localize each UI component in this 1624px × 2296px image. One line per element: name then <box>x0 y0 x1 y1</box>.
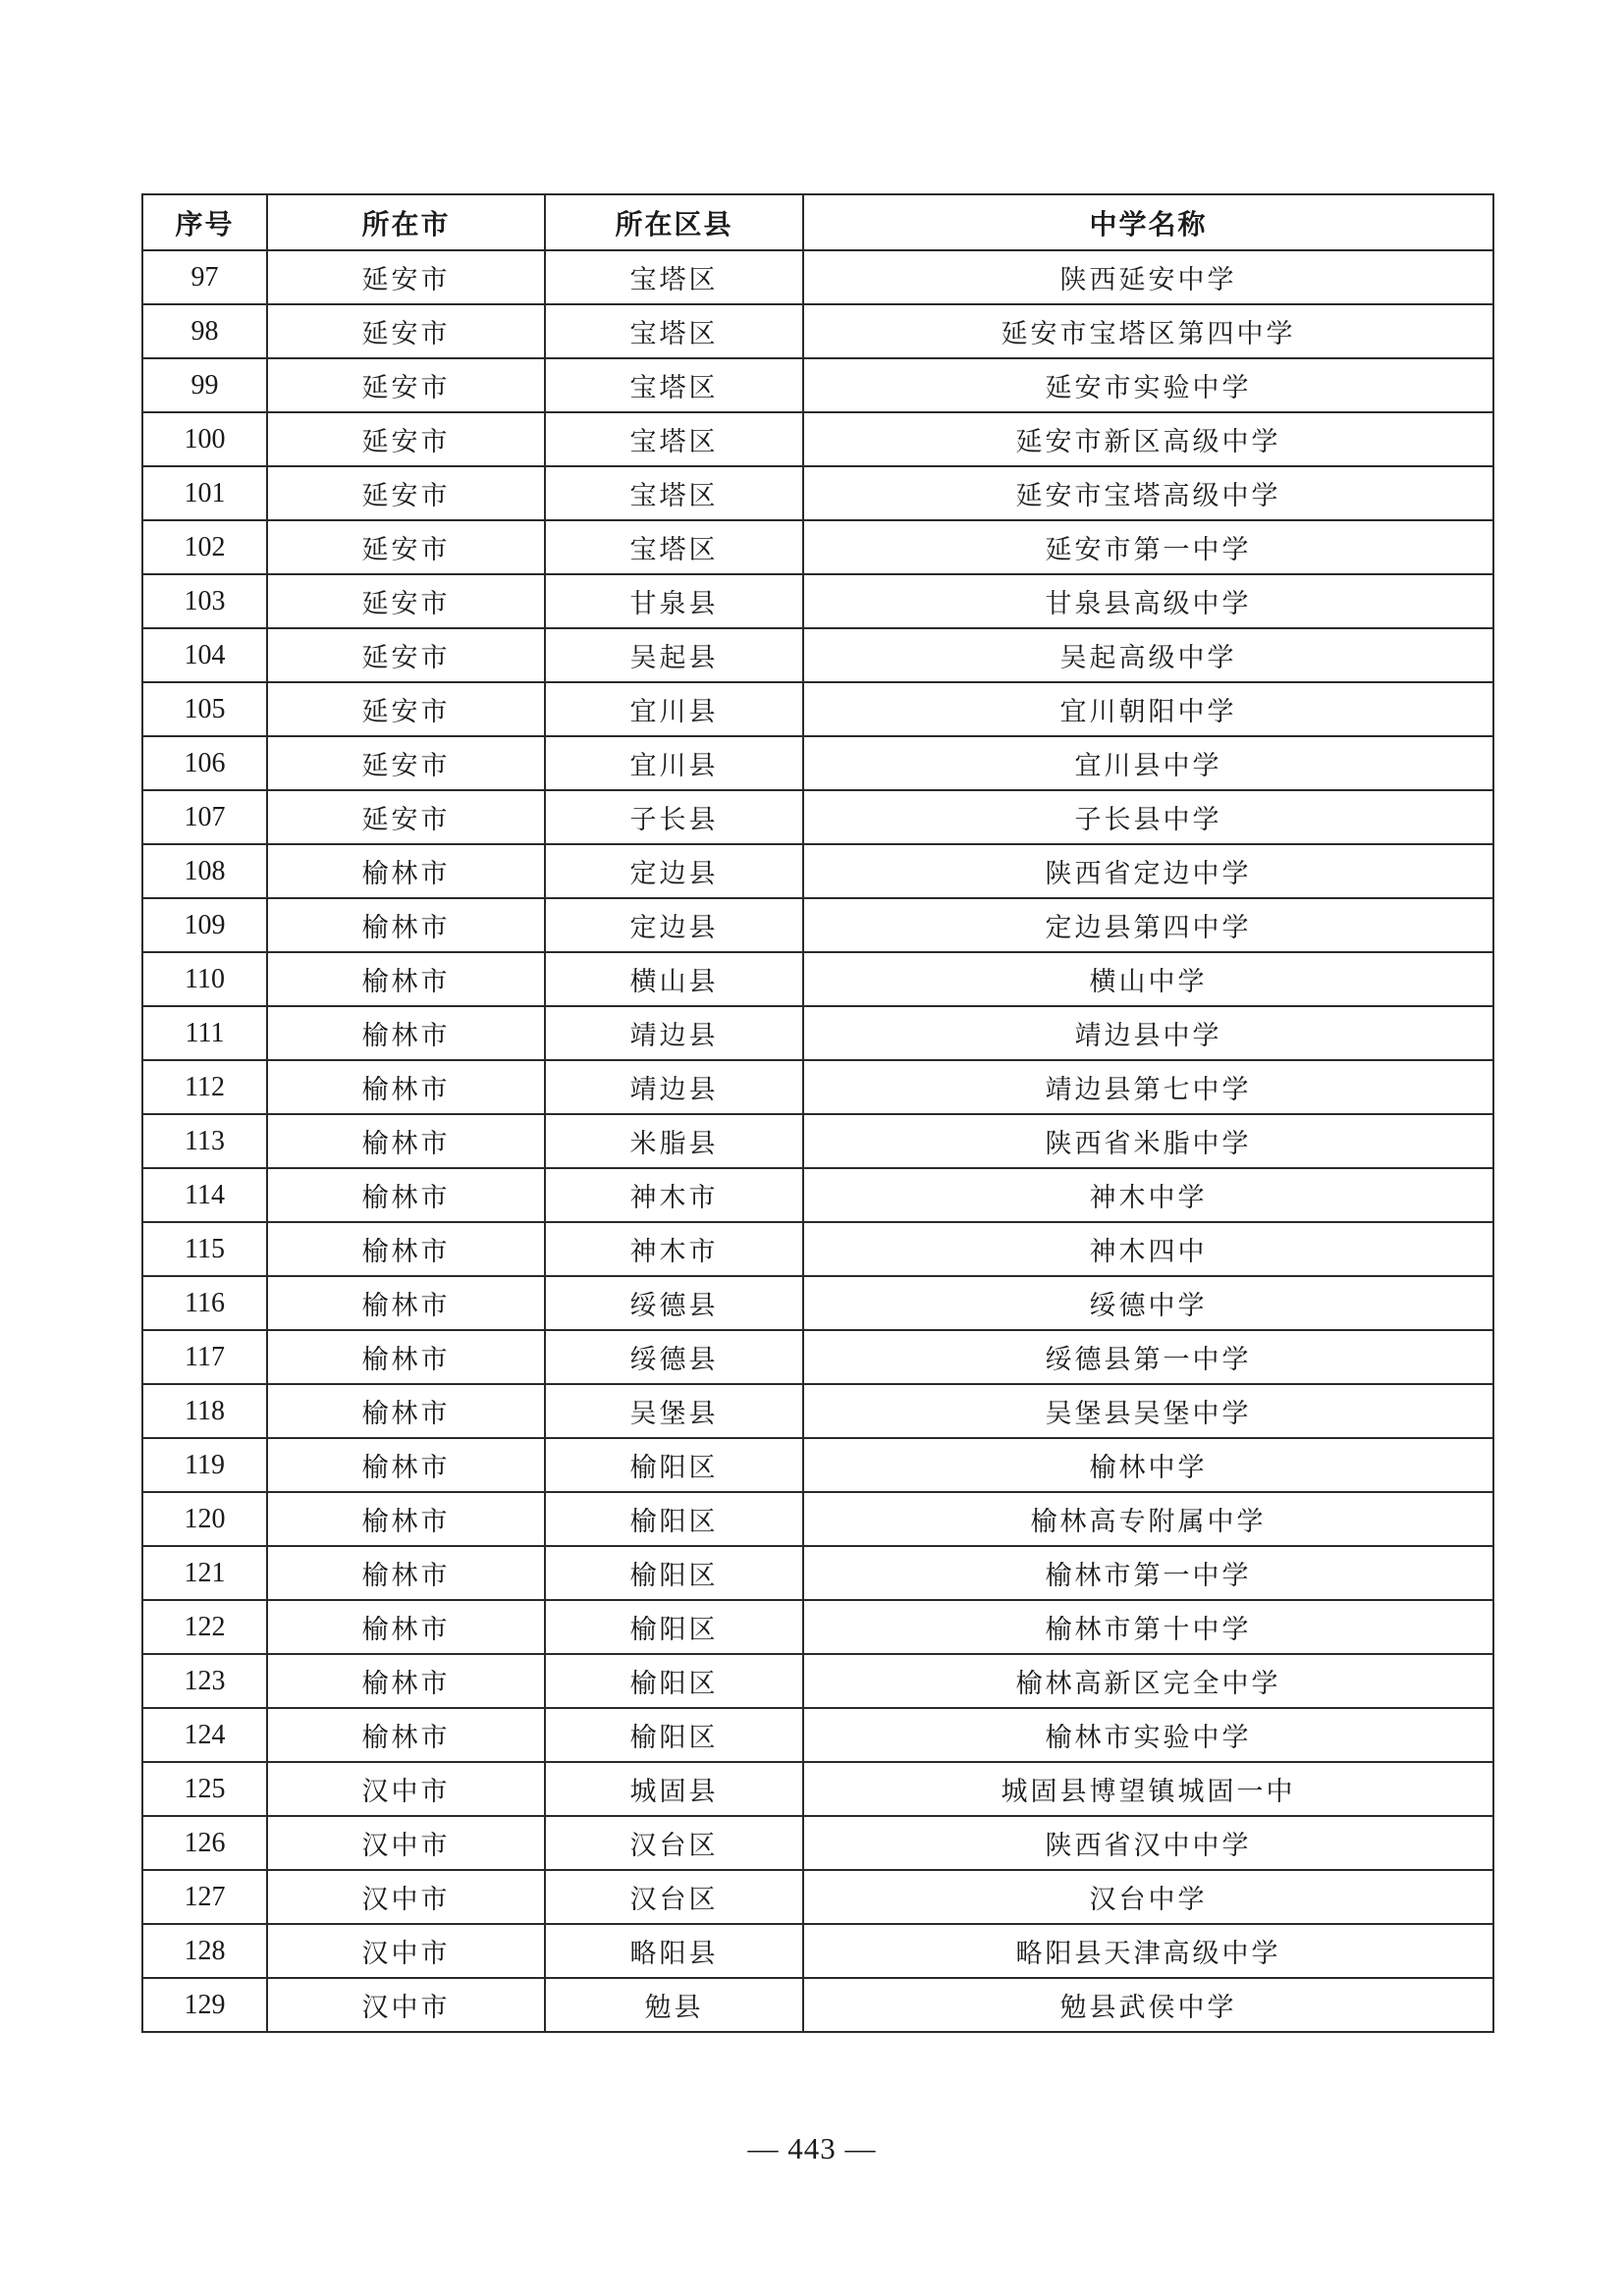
cell-seq: 106 <box>142 736 267 790</box>
table-row <box>142 1978 1493 2032</box>
cell-school-name: 宜川县中学 <box>803 736 1493 790</box>
table-row <box>142 412 1493 466</box>
cell-school-name: 榆林高新区完全中学 <box>803 1654 1493 1708</box>
cell-seq: 125 <box>142 1762 267 1816</box>
cell-city: 延安市 <box>267 250 545 304</box>
cell-school-name: 延安市宝塔区第四中学 <box>803 304 1493 358</box>
cell-school-name: 陕西省定边中学 <box>803 844 1493 898</box>
cell-school-name: 靖边县中学 <box>803 1006 1493 1060</box>
cell-seq: 99 <box>142 358 267 412</box>
table-row <box>142 628 1493 682</box>
cell-city: 延安市 <box>267 520 545 574</box>
cell-district: 吴起县 <box>545 628 803 682</box>
school-list-table <box>141 193 1494 2033</box>
cell-city: 榆林市 <box>267 952 545 1006</box>
table-row <box>142 358 1493 412</box>
cell-city: 榆林市 <box>267 1384 545 1438</box>
header-city: 所在市 <box>267 194 545 250</box>
cell-district: 吴堡县 <box>545 1384 803 1438</box>
cell-district: 绥德县 <box>545 1276 803 1330</box>
cell-city: 榆林市 <box>267 1330 545 1384</box>
table-row <box>142 250 1493 304</box>
cell-city: 汉中市 <box>267 1924 545 1978</box>
cell-school-name: 城固县博望镇城固一中 <box>803 1762 1493 1816</box>
cell-district: 榆阳区 <box>545 1546 803 1600</box>
cell-city: 榆林市 <box>267 1546 545 1600</box>
table-row <box>142 1114 1493 1168</box>
cell-seq: 126 <box>142 1816 267 1870</box>
table-row <box>142 1870 1493 1924</box>
cell-seq: 100 <box>142 412 267 466</box>
cell-seq: 97 <box>142 250 267 304</box>
table-row <box>142 1384 1493 1438</box>
cell-school-name: 勉县武侯中学 <box>803 1978 1493 2032</box>
cell-district: 绥德县 <box>545 1330 803 1384</box>
table-row <box>142 1762 1493 1816</box>
cell-school-name: 绥德县第一中学 <box>803 1330 1493 1384</box>
cell-district: 宝塔区 <box>545 358 803 412</box>
cell-district: 宝塔区 <box>545 250 803 304</box>
cell-seq: 119 <box>142 1438 267 1492</box>
cell-seq: 104 <box>142 628 267 682</box>
cell-school-name: 陕西省汉中中学 <box>803 1816 1493 1870</box>
table-row <box>142 304 1493 358</box>
cell-district: 城固县 <box>545 1762 803 1816</box>
cell-school-name: 榆林中学 <box>803 1438 1493 1492</box>
cell-seq: 117 <box>142 1330 267 1384</box>
cell-seq: 112 <box>142 1060 267 1114</box>
cell-district: 宜川县 <box>545 682 803 736</box>
cell-city: 榆林市 <box>267 1492 545 1546</box>
cell-district: 榆阳区 <box>545 1708 803 1762</box>
cell-seq: 101 <box>142 466 267 520</box>
cell-school-name: 神木四中 <box>803 1222 1493 1276</box>
table-row <box>142 1006 1493 1060</box>
cell-seq: 107 <box>142 790 267 844</box>
cell-city: 延安市 <box>267 736 545 790</box>
cell-district: 米脂县 <box>545 1114 803 1168</box>
cell-school-name: 榆林市第十中学 <box>803 1600 1493 1654</box>
cell-city: 榆林市 <box>267 1600 545 1654</box>
header-school-name: 中学名称 <box>803 194 1493 250</box>
cell-city: 榆林市 <box>267 898 545 952</box>
cell-district: 榆阳区 <box>545 1492 803 1546</box>
cell-city: 延安市 <box>267 358 545 412</box>
cell-district: 勉县 <box>545 1978 803 2032</box>
cell-seq: 109 <box>142 898 267 952</box>
cell-school-name: 延安市实验中学 <box>803 358 1493 412</box>
cell-city: 榆林市 <box>267 1060 545 1114</box>
cell-seq: 128 <box>142 1924 267 1978</box>
cell-district: 神木市 <box>545 1222 803 1276</box>
cell-district: 汉台区 <box>545 1816 803 1870</box>
cell-city: 延安市 <box>267 574 545 628</box>
cell-seq: 121 <box>142 1546 267 1600</box>
cell-city: 延安市 <box>267 412 545 466</box>
cell-school-name: 子长县中学 <box>803 790 1493 844</box>
cell-district: 宝塔区 <box>545 412 803 466</box>
cell-district: 子长县 <box>545 790 803 844</box>
cell-seq: 108 <box>142 844 267 898</box>
table-row <box>142 1060 1493 1114</box>
cell-school-name: 宜川朝阳中学 <box>803 682 1493 736</box>
cell-school-name: 榆林市实验中学 <box>803 1708 1493 1762</box>
cell-seq: 103 <box>142 574 267 628</box>
table-row <box>142 1924 1493 1978</box>
table-row <box>142 1492 1493 1546</box>
cell-school-name: 汉台中学 <box>803 1870 1493 1924</box>
cell-school-name: 吴堡县吴堡中学 <box>803 1384 1493 1438</box>
cell-district: 宝塔区 <box>545 466 803 520</box>
page-number: — 443 — <box>747 2131 877 2165</box>
cell-city: 榆林市 <box>267 1222 545 1276</box>
cell-school-name: 吴起高级中学 <box>803 628 1493 682</box>
table-row <box>142 574 1493 628</box>
cell-city: 延安市 <box>267 790 545 844</box>
cell-city: 榆林市 <box>267 1654 545 1708</box>
cell-school-name: 陕西省米脂中学 <box>803 1114 1493 1168</box>
cell-district: 靖边县 <box>545 1060 803 1114</box>
cell-district: 宝塔区 <box>545 520 803 574</box>
table-header-row <box>142 194 1493 250</box>
cell-city: 延安市 <box>267 628 545 682</box>
cell-school-name: 榆林市第一中学 <box>803 1546 1493 1600</box>
cell-district: 横山县 <box>545 952 803 1006</box>
table-row <box>142 736 1493 790</box>
cell-district: 甘泉县 <box>545 574 803 628</box>
cell-seq: 102 <box>142 520 267 574</box>
cell-school-name: 陕西延安中学 <box>803 250 1493 304</box>
cell-school-name: 靖边县第七中学 <box>803 1060 1493 1114</box>
cell-district: 定边县 <box>545 844 803 898</box>
cell-seq: 105 <box>142 682 267 736</box>
cell-city: 延安市 <box>267 682 545 736</box>
header-seq: 序号 <box>142 194 267 250</box>
cell-district: 定边县 <box>545 898 803 952</box>
cell-district: 靖边县 <box>545 1006 803 1060</box>
table-row <box>142 1222 1493 1276</box>
cell-seq: 127 <box>142 1870 267 1924</box>
cell-school-name: 榆林高专附属中学 <box>803 1492 1493 1546</box>
cell-seq: 114 <box>142 1168 267 1222</box>
table-row <box>142 1276 1493 1330</box>
cell-seq: 123 <box>142 1654 267 1708</box>
cell-school-name: 横山中学 <box>803 952 1493 1006</box>
cell-city: 延安市 <box>267 466 545 520</box>
cell-city: 榆林市 <box>267 1708 545 1762</box>
header-district: 所在区县 <box>545 194 803 250</box>
table-row <box>142 466 1493 520</box>
table-body <box>142 250 1493 2032</box>
cell-seq: 129 <box>142 1978 267 2032</box>
cell-school-name: 延安市新区高级中学 <box>803 412 1493 466</box>
cell-district: 榆阳区 <box>545 1600 803 1654</box>
cell-district: 神木市 <box>545 1168 803 1222</box>
cell-school-name: 延安市宝塔高级中学 <box>803 466 1493 520</box>
table-row <box>142 520 1493 574</box>
cell-district: 略阳县 <box>545 1924 803 1978</box>
table-row <box>142 790 1493 844</box>
table-row <box>142 1708 1493 1762</box>
cell-city: 榆林市 <box>267 1168 545 1222</box>
cell-seq: 110 <box>142 952 267 1006</box>
cell-city: 汉中市 <box>267 1816 545 1870</box>
cell-city: 榆林市 <box>267 1006 545 1060</box>
table-row <box>142 1438 1493 1492</box>
cell-seq: 120 <box>142 1492 267 1546</box>
cell-seq: 122 <box>142 1600 267 1654</box>
cell-district: 宜川县 <box>545 736 803 790</box>
cell-district: 榆阳区 <box>545 1654 803 1708</box>
cell-city: 汉中市 <box>267 1762 545 1816</box>
cell-city: 延安市 <box>267 304 545 358</box>
cell-seq: 118 <box>142 1384 267 1438</box>
cell-school-name: 甘泉县高级中学 <box>803 574 1493 628</box>
cell-school-name: 定边县第四中学 <box>803 898 1493 952</box>
cell-city: 榆林市 <box>267 1438 545 1492</box>
table-row <box>142 1330 1493 1384</box>
cell-school-name: 绥德中学 <box>803 1276 1493 1330</box>
cell-seq: 124 <box>142 1708 267 1762</box>
cell-city: 汉中市 <box>267 1870 545 1924</box>
table-row <box>142 952 1493 1006</box>
cell-seq: 111 <box>142 1006 267 1060</box>
table-row <box>142 682 1493 736</box>
table-row <box>142 1654 1493 1708</box>
cell-city: 榆林市 <box>267 1276 545 1330</box>
cell-district: 榆阳区 <box>545 1438 803 1492</box>
cell-district: 汉台区 <box>545 1870 803 1924</box>
cell-school-name: 延安市第一中学 <box>803 520 1493 574</box>
cell-seq: 116 <box>142 1276 267 1330</box>
cell-school-name: 神木中学 <box>803 1168 1493 1222</box>
cell-city: 榆林市 <box>267 844 545 898</box>
table-row <box>142 1816 1493 1870</box>
cell-district: 宝塔区 <box>545 304 803 358</box>
table-row <box>142 1546 1493 1600</box>
cell-seq: 113 <box>142 1114 267 1168</box>
cell-city: 汉中市 <box>267 1978 545 2032</box>
table-row <box>142 898 1493 952</box>
cell-seq: 98 <box>142 304 267 358</box>
cell-city: 榆林市 <box>267 1114 545 1168</box>
table-row <box>142 1600 1493 1654</box>
table-row <box>142 1168 1493 1222</box>
cell-school-name: 略阳县天津高级中学 <box>803 1924 1493 1978</box>
table-row <box>142 844 1493 898</box>
cell-seq: 115 <box>142 1222 267 1276</box>
